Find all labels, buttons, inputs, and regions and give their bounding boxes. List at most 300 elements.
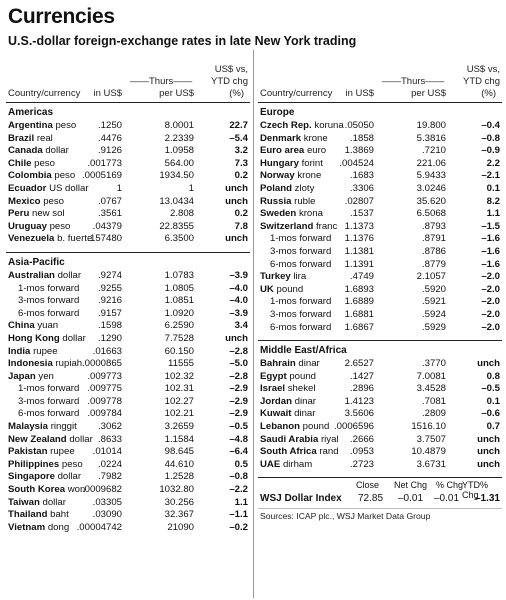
table-row (6, 396, 250, 409)
currency-name: 1-mos forward (18, 383, 80, 395)
ytd-change: 0.1 (486, 395, 500, 407)
value-per-us: 1.2528 (164, 471, 194, 483)
ytd-change: 7.3 (234, 157, 248, 169)
table-row (6, 120, 250, 133)
table-row (258, 133, 502, 146)
ytd-change: unch (477, 433, 500, 445)
ytd-change: –1.6 (481, 233, 500, 245)
currency-name: b. fuerte (57, 233, 93, 245)
currency-name: pound (302, 421, 330, 433)
ytd-change: –2.8 (229, 345, 248, 357)
value-per-us: 564.00 (164, 157, 194, 169)
currency-name: dollar (42, 496, 66, 508)
currency-name: shekel (287, 383, 316, 395)
ytd-change: 1.1 (234, 496, 248, 508)
value-per-us: 10.4879 (411, 446, 446, 458)
value-in-us: 1.4123 (344, 395, 374, 407)
value-in-us: .0224 (97, 458, 122, 470)
table-row (6, 471, 250, 484)
value-per-us: .5920 (421, 283, 446, 295)
value-in-us: .009784 (87, 408, 122, 420)
country-currency (18, 408, 79, 421)
value-per-us: .8791 (421, 233, 446, 245)
country-currency (8, 320, 58, 333)
country-currency (260, 221, 337, 234)
country-currency (260, 145, 326, 158)
ytd-change: –3.9 (229, 269, 248, 281)
ytd-change: –0.4 (481, 120, 500, 131)
country-currency (8, 170, 75, 183)
value-in-us: 1 (116, 182, 122, 194)
country-name: Japan (8, 370, 36, 382)
value-in-us: .1858 (349, 132, 374, 144)
country-name: Lebanon (260, 421, 300, 433)
table-row (6, 270, 250, 283)
country-name: Saudi Arabia (260, 433, 319, 445)
country-currency (260, 371, 316, 384)
ytd-change: –5.4 (229, 132, 248, 144)
ytd-change: –2.0 (481, 296, 500, 308)
index-net-chg: –0.01 (398, 493, 424, 505)
value-in-us: .04379 (92, 220, 122, 232)
value-per-us: .7210 (421, 145, 446, 157)
value-per-us: .5924 (421, 308, 446, 320)
country-name: Denmark (260, 132, 302, 144)
region-heading: Middle East/Africa (260, 345, 347, 357)
value-in-us: .01663 (92, 345, 122, 357)
page-title: Currencies (8, 5, 115, 28)
ytd-change: 8.2 (486, 195, 500, 207)
header-per-us: per US$ (411, 88, 446, 99)
country-currency (8, 158, 55, 171)
ytd-change: –0.9 (481, 145, 500, 157)
country-currency (260, 459, 312, 472)
value-in-us: 1.6893 (344, 283, 374, 295)
header-ytd-line2: YTD chg (463, 76, 500, 87)
header-ytd-line3: (%) (481, 88, 496, 99)
ytd-change: –2.9 (229, 383, 248, 395)
currency-name: pound (289, 370, 317, 382)
ytd-change: –0.8 (229, 471, 248, 483)
currency-name: peso (55, 120, 77, 131)
currency-name: zloty (294, 182, 315, 194)
currency-name: 3-mos forward (270, 308, 332, 320)
ytd-change: unch (477, 446, 500, 458)
country-currency (8, 371, 54, 384)
right-column (258, 50, 502, 521)
value-in-us: .9274 (97, 269, 122, 281)
currency-name: peso (61, 458, 83, 470)
value-per-us: .2809 (421, 408, 446, 420)
currency-name: dollar (69, 433, 93, 445)
country-currency (8, 446, 75, 459)
table-row (6, 145, 250, 158)
table-row (258, 408, 502, 421)
table-row (258, 459, 502, 472)
value-in-us: .1683 (349, 170, 374, 182)
value-per-us: 102.27 (164, 395, 194, 407)
table-row (258, 145, 502, 158)
country-currency (260, 120, 344, 133)
country-name: Brazil (8, 132, 35, 144)
right-table-body (258, 106, 502, 471)
ytd-change: –2.8 (229, 370, 248, 382)
value-per-us: 1.0851 (164, 295, 194, 307)
country-currency (8, 459, 83, 472)
country-currency (260, 158, 323, 171)
country-name: Peru (8, 208, 30, 220)
country-name: Bahrain (260, 358, 296, 370)
country-currency (260, 421, 329, 434)
ytd-change: 3.2 (234, 145, 248, 157)
country-currency (18, 396, 79, 409)
currency-name: dong (47, 521, 70, 533)
table-row (258, 221, 502, 234)
ytd-change: –2.0 (481, 271, 500, 283)
country-currency (260, 196, 315, 209)
value-in-us: .4476 (97, 132, 122, 144)
value-per-us: 1.0920 (164, 307, 194, 319)
country-name: Israel (260, 383, 286, 395)
table-row (258, 183, 502, 196)
value-per-us: 21090 (167, 521, 194, 533)
value-in-us: .0006596 (333, 421, 374, 433)
country-currency (8, 221, 70, 234)
country-currency (18, 383, 79, 396)
index-header-net-chg: Net Chg (394, 480, 428, 491)
ytd-change: –1.1 (229, 509, 248, 521)
currency-name: 3-mos forward (270, 245, 332, 257)
value-in-us: .2666 (349, 433, 374, 445)
ytd-change: –0.2 (229, 521, 248, 533)
column-divider (253, 50, 254, 598)
table-row (6, 283, 250, 296)
country-currency (18, 283, 79, 296)
value-per-us: 1.1584 (164, 433, 194, 445)
header-thurs: ——Thurs—— (130, 76, 193, 87)
ytd-change: 7.8 (234, 220, 248, 232)
country-currency (8, 270, 81, 283)
currency-name: dollar (45, 145, 69, 157)
country-currency (260, 133, 328, 146)
value-per-us: 3.2659 (164, 421, 194, 433)
value-in-us: .9157 (97, 307, 122, 319)
ytd-change: 3.4 (234, 320, 248, 332)
value-per-us: .8786 (421, 245, 446, 257)
country-currency (8, 145, 69, 158)
value-in-us: .2723 (349, 458, 374, 470)
value-per-us: 5.9433 (416, 170, 446, 182)
country-name: India (8, 345, 31, 357)
value-per-us: 1032.80 (159, 484, 194, 496)
section-divider (6, 252, 250, 253)
currency-tables (6, 50, 502, 598)
section-divider (258, 340, 502, 341)
table-row (6, 295, 250, 308)
ytd-change: –0.8 (481, 132, 500, 144)
currency-name: dollar (57, 269, 82, 281)
value-in-us: .1250 (97, 120, 122, 131)
value-per-us: 13.0434 (159, 195, 194, 207)
table-row (258, 358, 502, 371)
table-row (258, 208, 502, 221)
ytd-change: –2.2 (229, 484, 248, 496)
index-ytd-pct-chg: –1.31 (474, 493, 500, 505)
country-currency (270, 296, 331, 309)
value-per-us: 32.367 (164, 509, 194, 521)
country-currency (18, 308, 79, 321)
currency-name: dinar (298, 358, 320, 370)
country-currency (260, 284, 303, 297)
value-per-us: 7.7528 (164, 332, 194, 344)
ytd-change: –4.0 (229, 282, 248, 294)
country-currency (8, 358, 82, 371)
value-per-us: 3.6731 (416, 458, 446, 470)
currency-name: ruble (294, 195, 316, 207)
currency-name: 1-mos forward (270, 233, 332, 245)
country-name: Switzerland (260, 220, 314, 232)
country-currency (260, 383, 315, 396)
country-currency (8, 120, 76, 133)
country-name: Jordan (260, 395, 292, 407)
table-row (258, 371, 502, 384)
left-column (6, 50, 250, 534)
ytd-change: unch (477, 358, 500, 370)
value-per-us: .7081 (421, 395, 446, 407)
header-country: Country/currency (260, 88, 333, 99)
value-in-us: 1.6867 (344, 321, 374, 333)
country-currency (260, 208, 323, 221)
currency-name: real (36, 132, 53, 144)
value-in-us: 2.6527 (344, 358, 374, 370)
currency-name: baht (50, 509, 69, 521)
value-per-us: 1934.50 (159, 170, 194, 182)
table-row (258, 421, 502, 434)
header-ytd-line1: US$ vs, (466, 64, 500, 75)
ytd-change: unch (225, 233, 248, 245)
country-name: Hong Kong (8, 332, 60, 344)
table-row (258, 170, 502, 183)
country-name: Turkey (260, 271, 291, 283)
currency-name: euro (306, 145, 327, 157)
country-currency (8, 484, 85, 497)
country-currency (260, 183, 314, 196)
country-currency (270, 246, 331, 259)
currency-name: 6-mos forward (18, 307, 80, 319)
header-ytd-line3: (%) (229, 88, 244, 99)
currency-name: dirham (282, 458, 313, 470)
country-name: Kuwait (260, 408, 292, 420)
table-row (6, 383, 250, 396)
country-currency (260, 446, 339, 459)
table-row (6, 421, 250, 434)
value-per-us: 6.2590 (164, 320, 194, 332)
ytd-change: unch (477, 458, 500, 470)
currency-name: dollar (62, 332, 86, 344)
country-currency (8, 434, 93, 447)
country-currency (270, 233, 331, 246)
country-name: UK (260, 283, 274, 295)
ytd-change: –1.6 (481, 245, 500, 257)
ytd-change: –0.5 (229, 421, 248, 433)
value-per-us: 102.32 (164, 370, 194, 382)
country-currency (260, 434, 339, 447)
table-row (258, 246, 502, 259)
table-row (6, 446, 250, 459)
country-name: Philippines (8, 458, 60, 470)
value-per-us: 60.150 (164, 345, 194, 357)
value-per-us: .8779 (421, 258, 446, 270)
value-per-us: 102.21 (164, 408, 194, 420)
country-name: Uruguay (8, 220, 47, 232)
value-in-us: 1.1381 (344, 245, 374, 257)
country-name: Poland (260, 182, 292, 194)
index-header-ytd-pct-chg: YTD% Chg (462, 480, 489, 501)
value-in-us: .009775 (87, 383, 122, 395)
value-per-us: 2.808 (169, 208, 194, 220)
value-per-us: 44.610 (164, 458, 194, 470)
country-currency (8, 233, 92, 246)
value-per-us: 5.3816 (416, 132, 446, 144)
ytd-change: 0.2 (234, 170, 248, 182)
value-in-us: 1.1391 (344, 258, 374, 270)
table-row (258, 233, 502, 246)
table-row (6, 196, 250, 209)
country-currency (8, 522, 69, 535)
sources-note: Sources: ICAP plc., WSJ Market Data Group (258, 508, 502, 521)
table-row (6, 170, 250, 183)
ytd-change: unch (225, 182, 248, 194)
country-currency (8, 208, 65, 221)
page-subtitle: U.S.-dollar foreign-exchange rates in late New York trading (8, 34, 357, 48)
country-name: Euro area (260, 145, 305, 157)
value-per-us: 8.0001 (164, 120, 194, 131)
value-per-us: 3.7507 (416, 433, 446, 445)
country-name: South Korea (8, 484, 66, 496)
country-name: China (8, 320, 35, 332)
value-in-us: .0009682 (81, 484, 122, 496)
table-row (258, 259, 502, 272)
value-per-us: 2.2339 (164, 132, 194, 144)
table-row (258, 434, 502, 447)
header-thurs: ——Thurs—— (382, 76, 445, 87)
country-currency (260, 408, 315, 421)
country-currency (18, 295, 79, 308)
country-name: Venezuela (8, 233, 55, 245)
header-country: Country/currency (8, 88, 81, 99)
ytd-change: 0.5 (234, 458, 248, 470)
value-in-us: 1.6889 (344, 296, 374, 308)
currency-name: US dollar (49, 182, 89, 194)
value-in-us: .3306 (349, 182, 374, 194)
table-row (258, 309, 502, 322)
value-per-us: .5921 (421, 296, 446, 308)
ytd-change: 0.2 (234, 208, 248, 220)
value-in-us: .009778 (87, 395, 122, 407)
currency-name: dinar (294, 395, 317, 407)
ytd-change: 2.2 (486, 157, 500, 169)
value-in-us: .1537 (349, 208, 374, 220)
value-in-us: .0953 (349, 446, 374, 458)
value-in-us: .1598 (97, 320, 122, 332)
country-name: Czech Rep. (260, 120, 312, 131)
region-heading: Asia-Pacific (8, 256, 65, 268)
country-name: Vietnam (8, 521, 46, 533)
country-name: Indonesia (8, 358, 53, 370)
value-in-us: .7982 (97, 471, 122, 483)
table-row (6, 208, 250, 221)
currency-name: forint (301, 157, 323, 169)
table-row (258, 322, 502, 335)
currency-name: peso (54, 170, 76, 182)
value-per-us: 1 (188, 182, 194, 194)
index-name: WSJ Dollar Index (260, 493, 342, 505)
country-name: Egypt (260, 370, 287, 382)
value-per-us: 1.0958 (164, 145, 194, 157)
table-row (6, 522, 250, 535)
table-row (258, 284, 502, 297)
table-row (6, 221, 250, 234)
value-per-us: 7.0081 (416, 370, 446, 382)
ytd-change: –3.9 (229, 307, 248, 319)
header-in-us: in US$ (93, 88, 122, 99)
currency-name: new sol (32, 208, 65, 220)
country-name: Colombia (8, 170, 52, 182)
currency-name: 1-mos forward (18, 282, 80, 294)
ytd-change: –6.4 (229, 446, 248, 458)
table-row (6, 346, 250, 359)
country-currency (8, 497, 66, 510)
currency-name: franc (315, 220, 338, 232)
table-row (258, 446, 502, 459)
country-currency (270, 309, 331, 322)
ytd-change: 0.7 (486, 421, 500, 433)
value-per-us: 3.4528 (416, 383, 446, 395)
country-currency (8, 333, 86, 346)
country-currency (260, 358, 320, 371)
region-heading: Americas (8, 107, 54, 118)
country-currency (8, 196, 64, 209)
table-row (6, 434, 250, 447)
country-currency (8, 421, 77, 434)
header-in-us: in US$ (345, 88, 374, 99)
header-ytd-line1: US$ vs, (214, 64, 248, 75)
country-name: Argentina (8, 120, 53, 131)
currency-name: 6-mos forward (270, 258, 332, 270)
region-heading: Europe (260, 107, 295, 118)
value-per-us: 6.3500 (164, 233, 194, 245)
country-name: Australian (8, 269, 55, 281)
table-row (258, 120, 502, 133)
left-table-body (6, 106, 250, 534)
country-currency (270, 259, 331, 272)
country-name: Chile (8, 157, 32, 169)
table-row (6, 459, 250, 472)
value-per-us: 221.06 (416, 157, 446, 169)
country-currency (8, 509, 69, 522)
value-per-us: 1.0783 (164, 269, 194, 281)
ytd-change: –4.8 (229, 433, 248, 445)
country-name: Singapore (8, 471, 55, 483)
currency-name: 6-mos forward (270, 321, 332, 333)
table-header (6, 50, 250, 103)
value-in-us: .4749 (349, 271, 374, 283)
index-close: 72.85 (358, 493, 384, 505)
value-in-us: .009773 (87, 370, 122, 382)
table-row (258, 383, 502, 396)
country-currency (8, 133, 53, 146)
table-row (6, 484, 250, 497)
